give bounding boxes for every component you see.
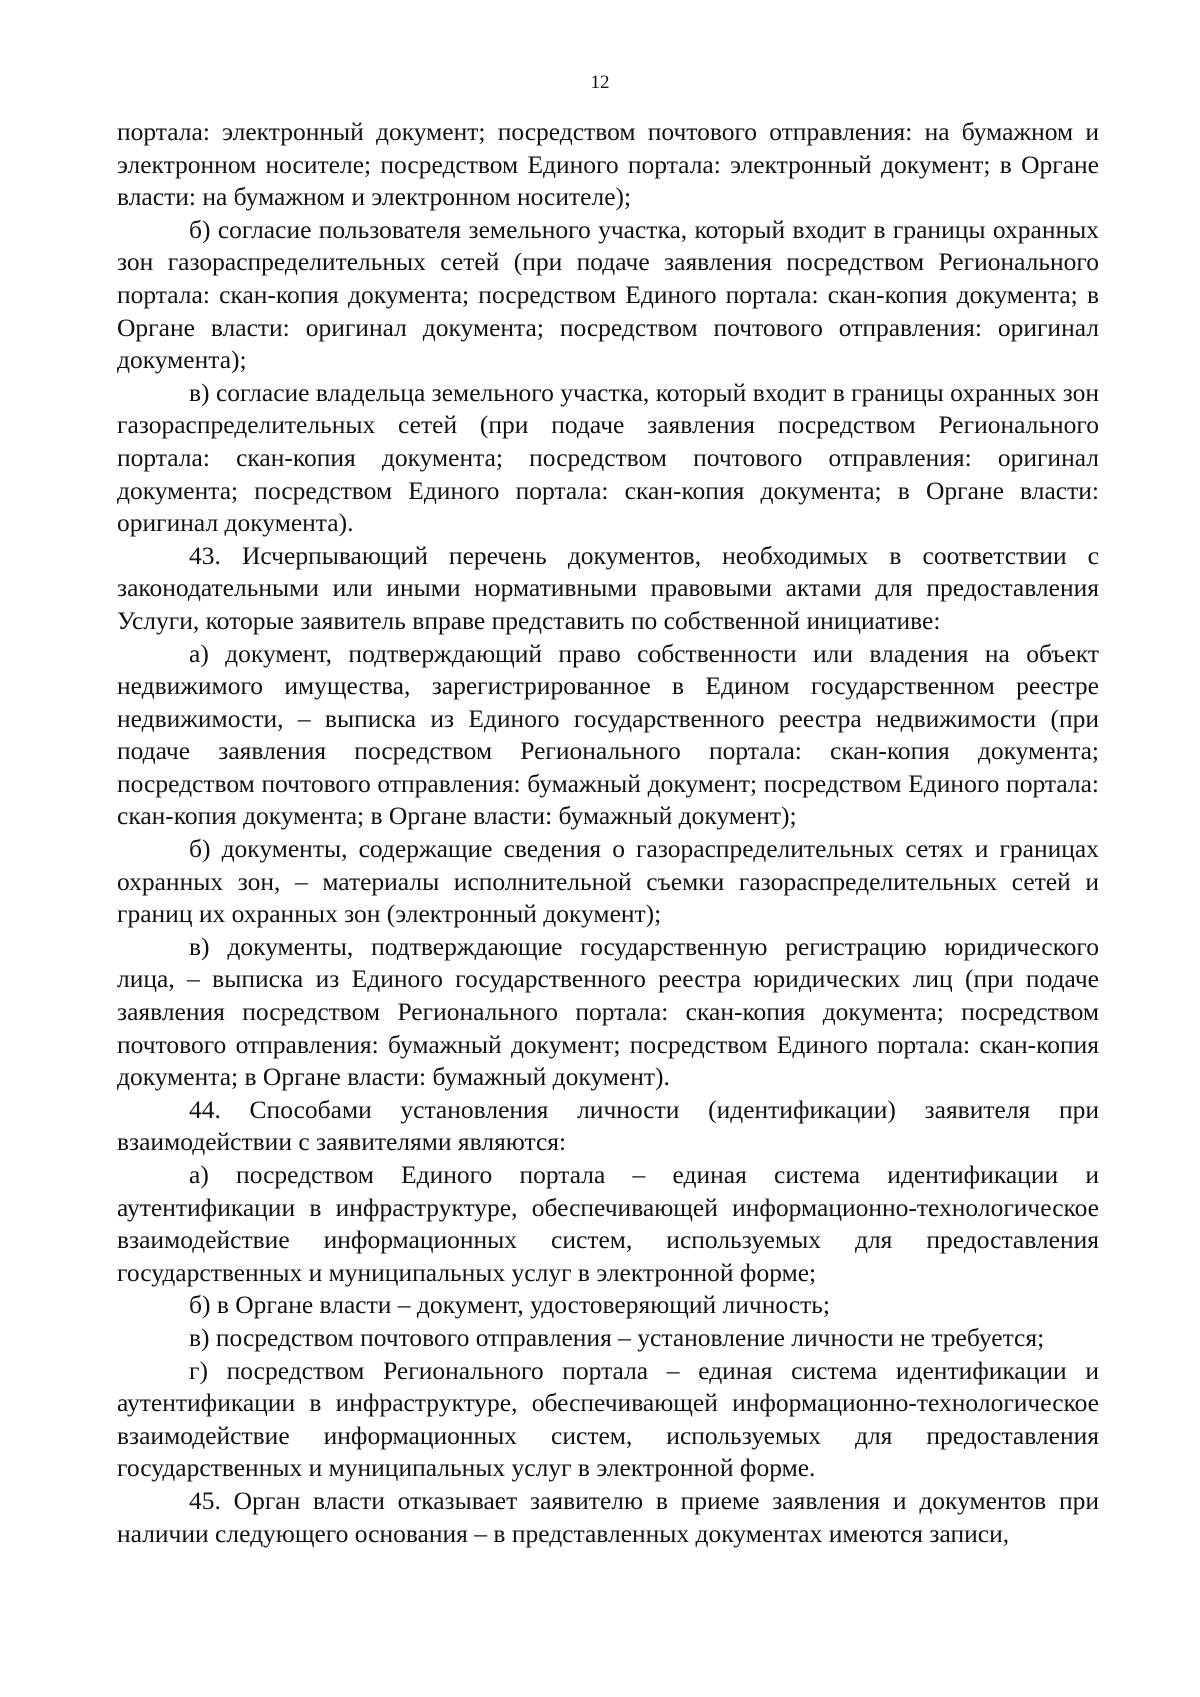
document-body [117, 116, 1099, 1550]
paragraph: а) документ, подтверждающий право собственности или владения на объект недвижимого имущества, зарегистрированное в Едином государственном реестре недвижимости, – выписка из Единого государственного реестра недвижимости (при подаче заявления посредством Регионального портала: скан-копия документа; посредством почтового отправления: бумажный документ; посредством Единого портала: скан-копия документа; в Органе власти: бумажный документ); [117, 638, 1099, 831]
paragraph: г) посредством Регионального портала – единая система идентификации и аутентификации в инфраструктуре, обеспечивающей информационно-технологическое взаимодействие информационных систем, используемых для предоставления государственных и муниципальных услуг в электронной форме. [117, 1355, 1099, 1483]
paragraph: 45. Орган власти отказывает заявителю в приеме заявления и документов при наличии следующего основания – в представленных документах имеются записи, [117, 1485, 1099, 1548]
paragraph: б) в Органе власти – документ, удостоверяющий личность; [189, 1290, 830, 1320]
paragraph: портала: электронный документ; посредством почтового отправления: на бумажном и электронном носителе; посредством Единого портала: электронный документ; в Органе власти: на бумажном и электронном носителе); [117, 117, 1099, 212]
paragraph: в) посредством почтового отправления – установление личности не требуется; [189, 1322, 1045, 1352]
paragraph: 43. Исчерпывающий перечень документов, необходимых в соответствии с законодательными или иными нормативными правовыми актами для предоставления Услуги, которые заявитель вправе представить по собственной инициативе: [117, 540, 1099, 635]
paragraph: а) посредством Единого портала – единая система идентификации и аутентификации в инфраструктуре, обеспечивающей информационно-технологическое взаимодействие информационных систем, используемых для предоставления государственных и муниципальных услуг в электронной форме; [117, 1160, 1099, 1287]
paragraph: в) документы, подтверждающие государственную регистрацию юридического лица, – выписка из Единого государственного реестра юридических лиц (при подаче заявления посредством Регионального портала: скан-копия документа; посредством почтового отправления: бумажный документ; посредством Единого портала: скан-копия документа; в Органе власти: бумажный документ). [117, 931, 1099, 1092]
paragraph: б) документы, содержащие сведения о газораспределительных сетях и границах охранных зон, – материалы исполнительной съемки газораспределительных сетей и границ их охранных зон (электронный документ); [117, 834, 1099, 929]
paragraph: 44. Способами установления личности (идентификации) заявителя при взаимодействии с заявителями являются: [117, 1094, 1099, 1157]
page-number: 12 [590, 72, 610, 93]
paragraph: б) согласие пользователя земельного участка, который входит в границы охранных зон газораспределительных сетей (при подаче заявления посредством Регионального портала: скан-копия документа; посредством Единого портала: скан-копия документа; в Органе власти: оригинал документа; посредством почтового отправления: оригинал документа); [117, 214, 1099, 375]
paragraph: в) согласие владельца земельного участка, который входит в границы охранных зон газораспределительных сетей (при подаче заявления посредством Регионального портала: скан-копия документа; посредством почтового отправления: оригинал документа; посредством Единого портала: скан-копия документа; в Органе власти: оригинал документа). [117, 377, 1099, 538]
